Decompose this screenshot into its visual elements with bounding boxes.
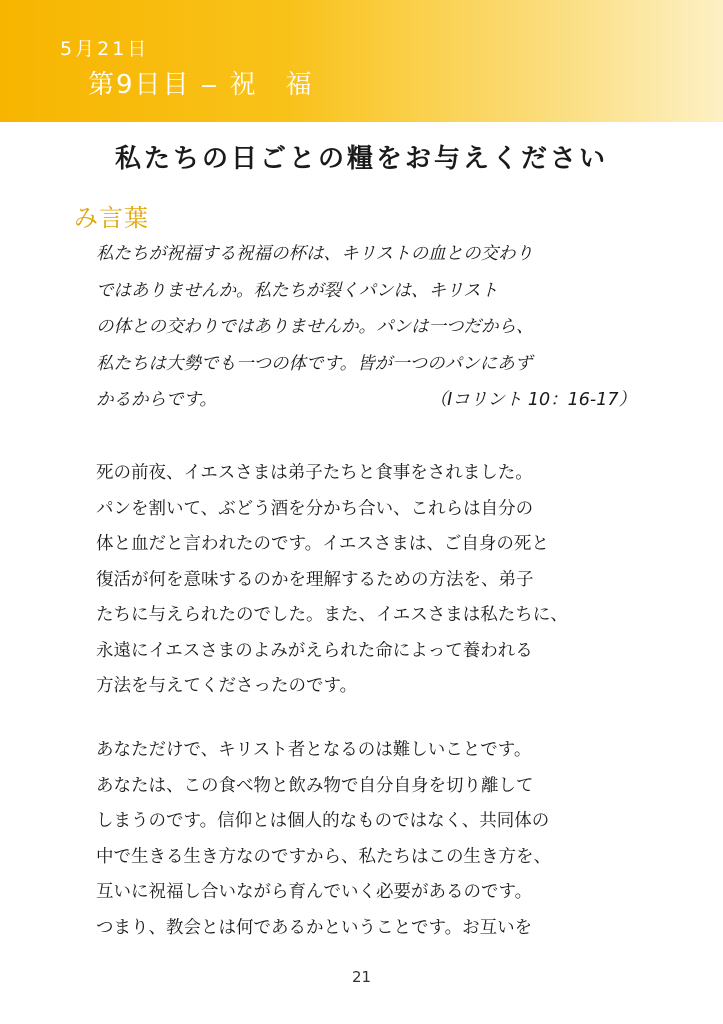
page-number: 21 bbox=[351, 968, 372, 986]
page-title: 私たちの日ごとの糧をお与えください bbox=[114, 144, 608, 174]
paragraph-line: パンを割いて、ぶどう酒を分かち合い、これらは自分の bbox=[96, 498, 534, 519]
paragraph-line: 方法を与えてくださったのです。 bbox=[96, 676, 358, 696]
scripture-reference: （Iコリント 10：16-17） bbox=[429, 390, 636, 410]
paragraph-line: 互いに祝福し合いながら育んでいく必要があるのです。 bbox=[96, 882, 533, 902]
scripture-heading: み言葉 bbox=[74, 204, 149, 232]
scripture-passage bbox=[96, 236, 636, 419]
scripture-last-row bbox=[96, 382, 636, 419]
date-label: 5月21日 bbox=[60, 38, 150, 60]
paragraph-line: しまうのです。信仰とは個人的なものではなく、共同体の bbox=[96, 811, 550, 831]
paragraph-line: たちに与えられたのでした。また、イエスさまは私たちに、 bbox=[96, 605, 568, 625]
scripture-line: かるからです。 bbox=[96, 390, 217, 410]
paragraph-line: 永遠にイエスさまのよみがえられた命によって養われる bbox=[96, 640, 533, 661]
paragraph-line: あなただけで、キリスト者となるのは難しいことです。 bbox=[96, 740, 532, 760]
body-paragraph bbox=[96, 733, 636, 946]
paragraph-line: 復活が何を意味するのかを理解するための方法を、弟子 bbox=[96, 569, 534, 590]
header-banner bbox=[0, 0, 723, 122]
scripture-line: の体との交わりではありませんか。パンは一つだから、 bbox=[96, 317, 534, 337]
scripture-line: 私たちは大勢でも一つの体です。皆が一つのパンにあず bbox=[96, 353, 533, 374]
scripture-line: 私たちが祝福する祝福の杯は、キリストの血との交わり bbox=[96, 244, 534, 264]
body-paragraph bbox=[96, 456, 636, 705]
paragraph-line: 体と血だと言われたのです。イエスさまは、ご自身の死と bbox=[96, 534, 549, 554]
paragraph-line: つまり、教会とは何であるかということです。お互いを bbox=[96, 917, 533, 938]
paragraph-line: あなたは、この食べ物と飲み物で自分自身を切り離して bbox=[96, 775, 534, 796]
paragraph-line: 中で生きる生き方なのですから、私たちはこの生き方を、 bbox=[96, 846, 551, 867]
paragraph-line: 死の前夜、イエスさまは弟子たちと食事をされました。 bbox=[96, 463, 533, 483]
day-title: 第9日目 ‒ 祝 福 bbox=[88, 70, 314, 100]
scripture-line: ではありませんか。私たちが裂くパンは、キリスト bbox=[96, 280, 499, 301]
